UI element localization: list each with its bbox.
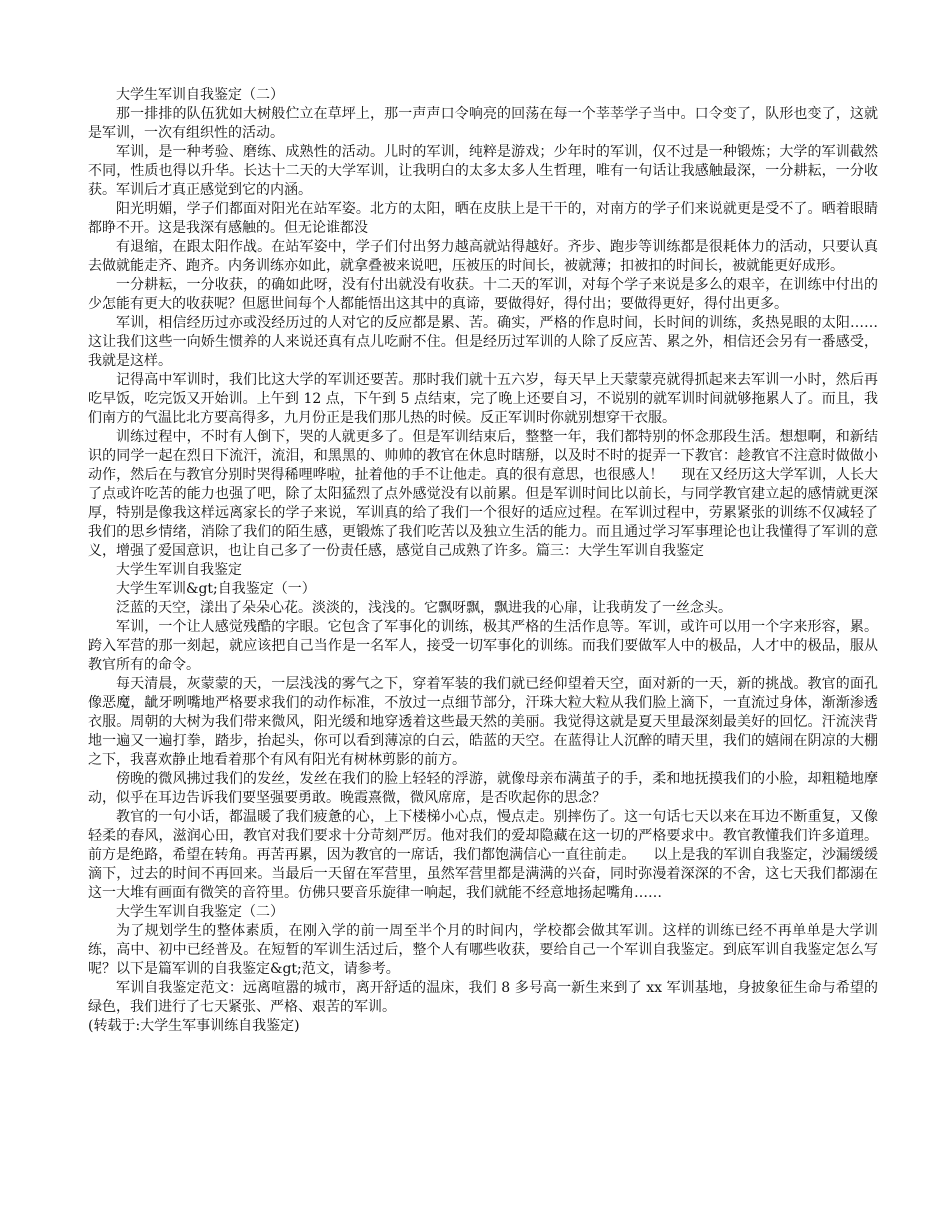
section-title: 大学生军训自我鉴定（二） [116, 904, 284, 920]
paragraph: 军训，相信经历过亦或没经历过的人对它的反应都是累、苦。确实，严格的作息时间，长时间的训练，炙热晃眼的太阳……这让我们这些一向娇生惯养的人来说还真有点儿吃耐不住。但是经历过军训的人除了反应苦、累之外，相信还会另有一番感受，我就是这样。 [88, 315, 878, 369]
paragraph: 军训自我鉴定范文：远离喧嚣的城市，离开舒适的温床，我们 8 多号高一新生来到了 xx 军训基地，身披象征生命与希望的绿色，我们进行了七天紧张、严格、艰苦的军训。 [88, 980, 878, 1015]
section-title: 大学生军训自我鉴定（二） [116, 87, 284, 103]
section-title: 大学生军训&gt;自我鉴定（一） [116, 581, 316, 597]
source-note: (转载于:大学生军事训练自我鉴定) [88, 1018, 300, 1034]
paragraph: 一分耕耘，一分收获，的确如此呀，没有付出就没有收获。十二天的军训，对每个学子来说是多么的艰辛，在训练中付出的少怎能有更大的收获呢？但愿世间每个人都能悟出这其中的真谛，要做得好，得付出；要做得更好，得付出更多。 [88, 277, 878, 312]
paragraph: 教官的一句小话，都温暖了我们疲惫的心，上下楼梯小心点，慢点走。别摔伤了。这一句话七天以来在耳边不断重复，又像轻柔的春风，滋润心田，教官对我们要求十分苛刻严厉。他对我们的爱却隐藏在这一切的严格要求中。教官教懂我们许多道理。前方是绝路，希望在转角。再苦再累，因为教官的一席话，我们都饱满信心一直往前走。 以上是我的军训自我鉴定，沙漏缓缓滴下，过去的时间不再回来。当最后一天留在军营里，虽然军营里都是满满的兴奋，同时弥漫着深深的不舍，这七天我们都溺在这一大堆有画面有微笑的音符里。仿佛只要音乐旋律一响起，我们就能不经意地扬起嘴角…… [88, 809, 878, 901]
paragraph: 训练过程中，不时有人倒下，哭的人就更多了。但是军训结束后，整整一年，我们都特别的怀念那段生活。想想啊，和新结识的同学一起在烈日下流汗，流泪，和黑黑的、帅帅的教官在休息时瞎掰，以及时不时的捉弄一下教官：趁教官不注意时做做小动作，然后在与教官分别时哭得稀哩哗啦，扯着他的手不让他走。真的很有意思，也很感人！ 现在又经历这大学军训，人长大了点或许吃苦的能力也强了吧，除了太阳猛烈了点外感觉没有以前累。但是军训时间比以前长，与同学教官建立起的感情就更深厚，特别是像我这样远离家长的学子来说，军训真的给了我们一个很好的适应过程。在军训过程中，劳累紧张的训练不仅减轻了我们的思乡情绪，消除了我们的陌生感，更锻炼了我们吃苦以及独立生活的能力。而且通过学习军事理论也让我懂得了军训的意义，增强了爱国意识，也让自己多了一份责任感，感觉自己成熟了许多。篇三：大学生军训自我鉴定 [88, 429, 878, 559]
paragraph: 记得高中军训时，我们比这大学的军训还要苦。那时我们就十五六岁，每天早上天蒙蒙亮就得抓起来去军训一小时，然后再吃早饭，吃完饭又开始训。上午到 12 点，下午到 5 点结束，完了晚上还要自习，不说别的就军训时间就够拖累人了。而且，我们南方的气温比北方要高得多，九月份正是我们那儿热的时候。反正军训时你就别想穿干衣服。 [88, 372, 878, 426]
section-title: 大学生军训自我鉴定 [116, 562, 242, 578]
paragraph: 那一排排的队伍犹如大树般伫立在草坪上，那一声声口令响亮的回荡在每一个莘莘学子当中。口令变了，队形也变了，这就是军训，一次有组织性的活动。 [88, 106, 878, 141]
paragraph: 每天清晨，灰蒙蒙的天，一层浅浅的雾气之下，穿着军装的我们就已经仰望着天空，面对新的一天，新的挑战。教官的面孔像恶魔，龇牙咧嘴地严格要求我们的动作标准，不放过一点细节部分，汗珠大粒大粒从我们脸上滴下，一直流过身体，渐渐渗透衣服。周朝的大树为我们带来微风，阳光缓和地穿透着这些最天然的美丽。我觉得这就是夏天里最深刻最美好的回忆。汗流浃背地一遍又一遍打拳，踏步，抬起头，你可以看到薄凉的白云，皓蓝的天空。在蓝得让人沉醉的晴天里，我们的嬉闹在阴凉的大棚之下，我喜欢静止地看着那个有风有阳光有树林剪影的前方。 [88, 676, 878, 768]
paragraph: 傍晚的微风拂过我们的发丝，发丝在我们的脸上轻轻的浮游，就像母亲布满茧子的手，柔和地抚摸我们的小脸，却粗糙地摩动，似乎在耳边告诉我们要坚强要勇敢。晚霞熹微，微风席席，是否吹起你的思念？ [88, 771, 878, 806]
paragraph: 有退缩，在跟太阳作战。在站军姿中，学子们付出努力越高就站得越好。齐步、跑步等训练都是很耗体力的活动，只要认真去做就能走齐、跑齐。内务训练亦如此，就拿叠被来说吧，压被压的时间长，被就薄；扣被扣的时间长，被就能更好成形。 [88, 239, 878, 274]
paragraph: 泛蓝的天空，漾出了朵朵心花。淡淡的，浅浅的。它飘呀飘，飘进我的心扉，让我萌发了一丝念头。 [116, 600, 732, 616]
paragraph: 阳光明媚，学子们都面对阳光在站军姿。北方的太阳，晒在皮肤上是干干的，对南方的学子们来说就更是受不了。晒着眼睛都睁不开。这是我深有感触的。但无论谁都没 [88, 201, 878, 236]
paragraph: 为了规划学生的整体素质，在刚入学的前一周至半个月的时间内，学校都会做其军训。这样的训练已经不再单单是大学训练，高中、初中已经普及。在短暂的军训生活过后，整个人有哪些收获，要给自己一个军训自我鉴定。到底军训自我鉴定怎么写呢？以下是篇军训的自我鉴定&gt;范文，请参考。 [88, 923, 878, 977]
paragraph: 军训，一个让人感觉残酷的字眼。它包含了军事化的训练，极其严格的生活作息等。军训，或许可以用一个字来形容，累。跨入军营的那一刻起，就应该把自己当作是一名军人，接受一切军事化的训练。而我们要做军人中的极品，人才中的极品，服从教官所有的命令。 [88, 619, 878, 673]
paragraph: 军训，是一种考验、磨练、成熟性的活动。儿时的军训，纯粹是游戏；少年时的军训，仅不过是一种锻炼；大学的军训截然不同，性质也得以升华。长达十二天的大学军训，让我明白的太多太多人生哲理，唯有一句话让我感触最深，一分耕耘，一分收获。军训后才真正感觉到它的内涵。 [88, 144, 878, 198]
document-page [88, 86, 878, 1036]
